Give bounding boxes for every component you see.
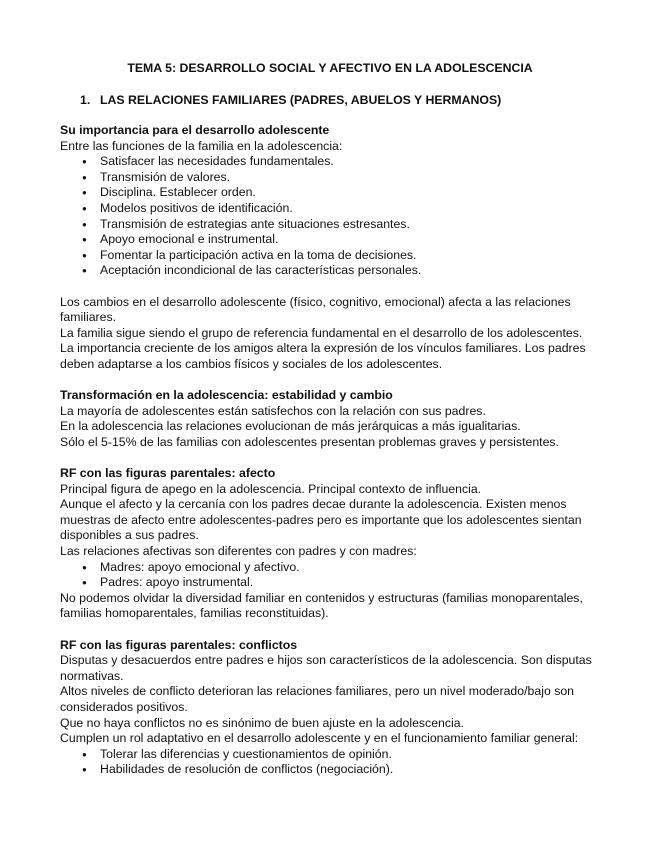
paragraph: En la adolescencia las relaciones evolucionan de más jerárquicas a más igualitarias. — [60, 419, 521, 434]
list-item: ● Transmisión de estrategias ante situaciones estresantes. — [60, 217, 600, 233]
list-item: ● Madres: apoyo emocional y afectivo. — [60, 560, 600, 576]
paragraph: Los cambios en el desarrollo adolescente (físico, cognitivo, emocional) afecta a las relaciones familiares. — [60, 294, 571, 325]
paragraph: Aunque el afecto y la cercanía con los padres decae durante la adolescencia. Existen menos muestras de afecto entre adolescentes-padres pero es importante que los adolescentes sientan disponibles a sus padres. — [60, 497, 582, 543]
subsection-heading-conflictos: RF con las figuras parentales: conflictos — [60, 637, 298, 652]
list-item: ● Apoyo emocional e instrumental. — [60, 232, 600, 248]
paragraph: Cumplen un rol adaptativo en el desarrollo adolescente y en el funcionamiento familiar general: — [60, 731, 579, 746]
paragraph: Entre las funciones de la familia en la adolescencia: — [60, 138, 343, 153]
list-item: ● Disciplina. Establecer orden. — [60, 185, 600, 201]
subsection-heading-importancia: Su importancia para el desarrollo adolescente — [60, 123, 330, 137]
paragraph: Disputas y desacuerdos entre padres e hijos son característicos de la adolescencia. Son disputas normativas. — [60, 653, 592, 683]
bullet-list-afecto — [60, 560, 600, 591]
list-item: ● Satisfacer las necesidades fundamentales. — [60, 154, 600, 170]
bullet-list-funciones — [60, 154, 600, 279]
paragraph: La mayoría de adolescentes están satisfechos con la relación con sus padres. — [60, 403, 486, 418]
paragraph: Que no haya conflictos no es sinónimo de buen ajuste en la adolescencia. — [60, 715, 465, 730]
list-item: ● Habilidades de resolución de conflictos (negociación). — [60, 762, 600, 778]
document-title: TEMA 5: DESARROLLO SOCIAL Y AFECTIVO EN LA ADOLESCENCIA — [127, 61, 533, 75]
paragraph: Altos niveles de conflicto deterioran las relaciones familiares, pero un nivel moderado/bajo son considerados positivos. — [60, 684, 575, 714]
paragraph: La importancia creciente de los amigos altera la expresión de los vínculos familiares. Los padres deben adaptarse a los cambios físicos y sociales de los adolescentes. — [60, 341, 586, 371]
section-title: LAS RELACIONES FAMILIARES (PADRES, ABUELOS Y HERMANOS) — [100, 93, 502, 107]
subsection-heading-afecto: RF con las figuras parentales: afecto — [60, 466, 276, 481]
bullet-list-conflictos — [60, 747, 600, 778]
section-number: 1. — [80, 93, 91, 107]
list-item: ● Tolerar las diferencias y cuestionamientos de opinión. — [60, 747, 600, 763]
paragraph: Principal figura de apego en la adolescencia. Principal contexto de influencia. — [60, 481, 482, 496]
paragraph: Las relaciones afectivas son diferentes con padres y con madres: — [60, 544, 417, 559]
paragraph: No podemos olvidar la diversidad familiar en contenidos y estructuras (familias monoparentales, familias homoparentales, familias reconstituidas). — [60, 590, 583, 621]
document-page — [60, 60, 600, 778]
list-item: ● Fomentar la participación activa en la toma de decisiones. — [60, 248, 600, 264]
list-item: ● Padres: apoyo instrumental. — [60, 575, 600, 591]
list-item: ● Modelos positivos de identificación. — [60, 201, 600, 217]
list-item: ● Transmisión de valores. — [60, 170, 600, 186]
paragraph: Sólo el 5-15% de las familias con adolescentes presentan problemas graves y persistentes. — [60, 434, 559, 449]
subsection-heading-transformacion: Transformación en la adolescencia: estabilidad y cambio — [60, 388, 393, 403]
paragraph: La familia sigue siendo el grupo de referencia fundamental en el desarrollo de los adolescentes. — [60, 325, 583, 340]
list-item: ● Aceptación incondicional de las características personales. — [60, 263, 600, 279]
section-heading — [60, 92, 600, 108]
